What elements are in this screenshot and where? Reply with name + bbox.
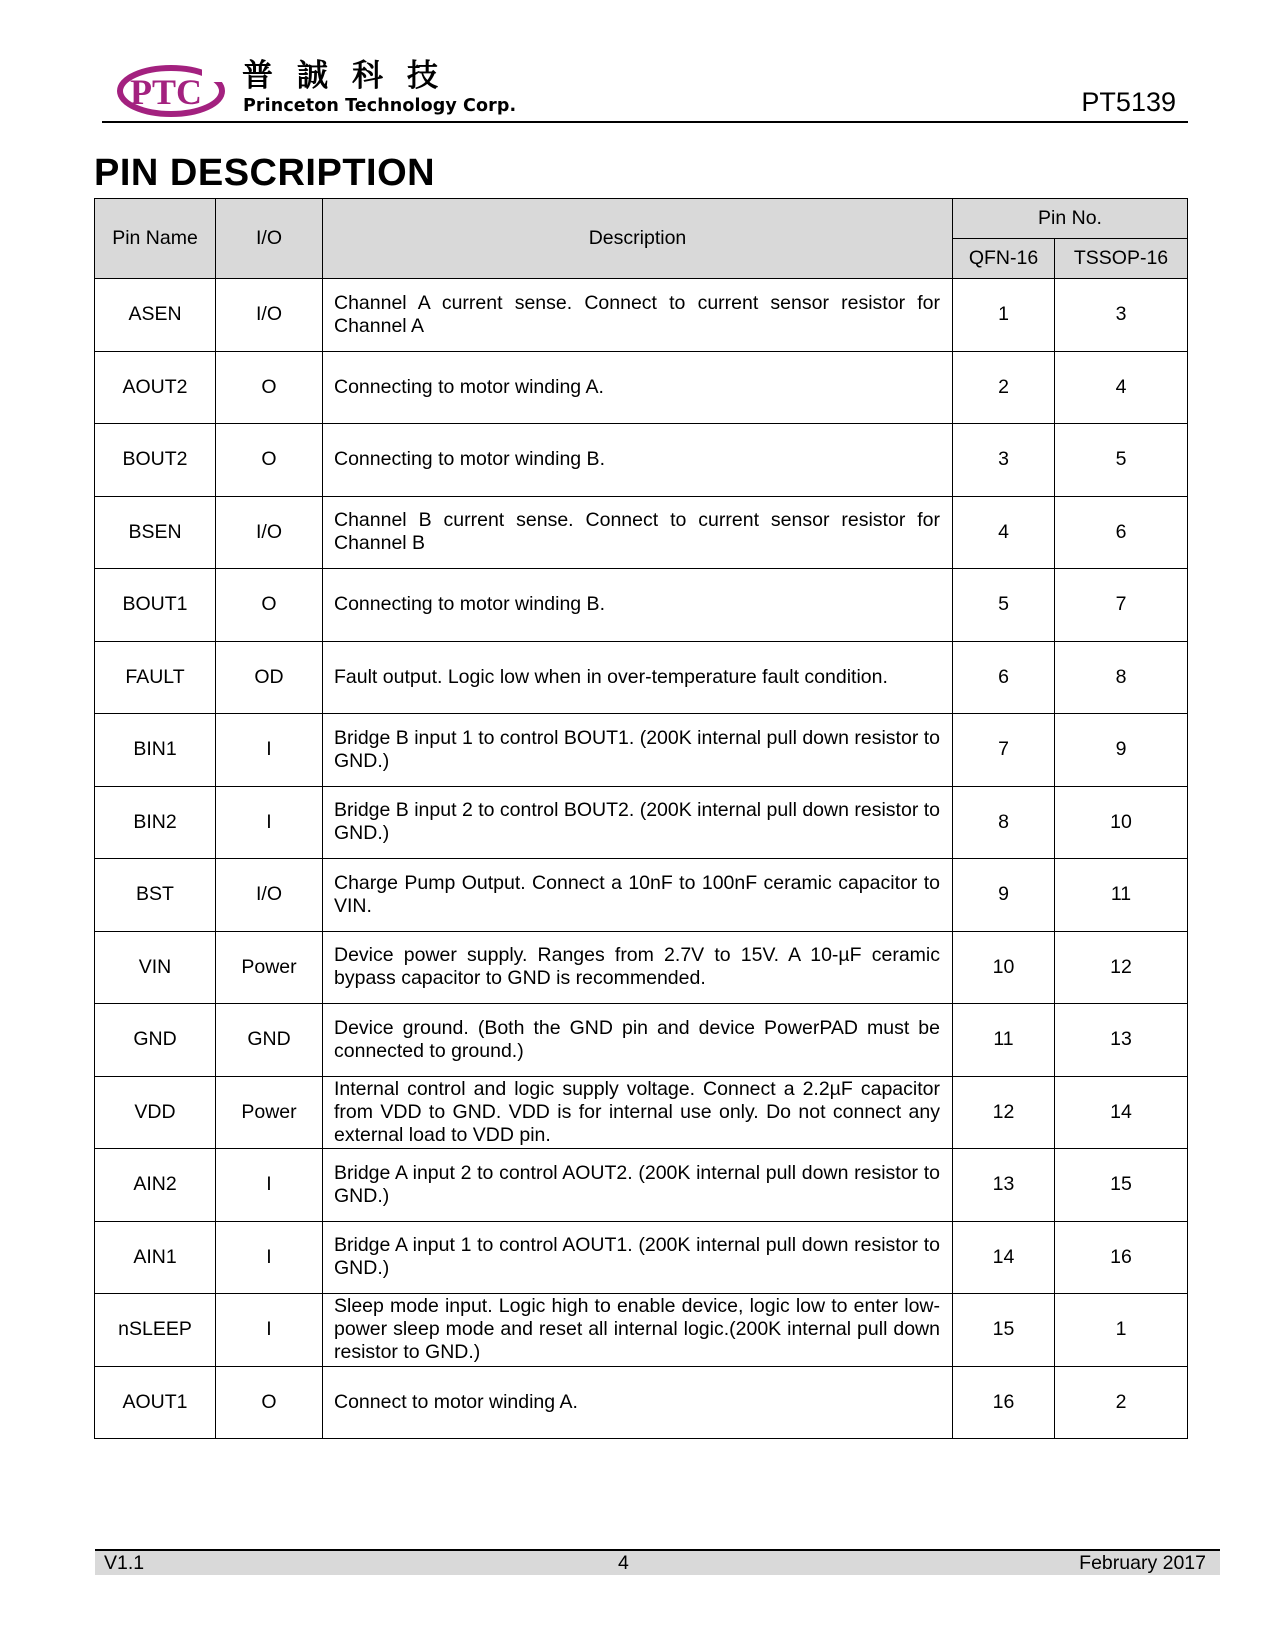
table-row bbox=[95, 931, 1188, 1004]
io-type-cell: O bbox=[216, 424, 323, 497]
column-header-pin-no: Pin No. bbox=[953, 199, 1188, 239]
qfn16-pin-cell: 11 bbox=[953, 1004, 1055, 1077]
pin-name-cell: BSEN bbox=[95, 496, 216, 569]
tssop16-pin-cell: 14 bbox=[1055, 1076, 1188, 1149]
tssop16-pin-cell: 5 bbox=[1055, 424, 1188, 497]
io-type-cell: I bbox=[216, 786, 323, 859]
pin-name-cell: BST bbox=[95, 859, 216, 932]
description-cell: Connecting to motor winding B. bbox=[323, 569, 953, 642]
company-name-english: Princeton Technology Corp. bbox=[243, 96, 517, 116]
pin-name-cell: BIN2 bbox=[95, 786, 216, 859]
tssop16-pin-cell: 4 bbox=[1055, 351, 1188, 424]
description-cell: Bridge A input 1 to control AOUT1. (200K internal pull down resistor to GND.) bbox=[323, 1221, 953, 1294]
io-type-cell: I/O bbox=[216, 859, 323, 932]
io-type-cell: I bbox=[216, 714, 323, 787]
pin-name-cell: AIN2 bbox=[95, 1149, 216, 1222]
pin-description-table bbox=[94, 198, 1188, 1439]
table-row bbox=[95, 279, 1188, 352]
qfn16-pin-cell: 4 bbox=[953, 496, 1055, 569]
table-row bbox=[95, 1004, 1188, 1077]
tssop16-pin-cell: 7 bbox=[1055, 569, 1188, 642]
io-type-cell: I bbox=[216, 1294, 323, 1367]
tssop16-pin-cell: 16 bbox=[1055, 1221, 1188, 1294]
page-title: PIN DESCRIPTION bbox=[94, 152, 436, 194]
column-header-io: I/O bbox=[216, 199, 323, 279]
header-divider bbox=[102, 121, 1188, 123]
qfn16-pin-cell: 5 bbox=[953, 569, 1055, 642]
io-type-cell: I bbox=[216, 1221, 323, 1294]
table-row bbox=[95, 569, 1188, 642]
footer-page-number: 4 bbox=[618, 1552, 629, 1574]
tssop16-pin-cell: 9 bbox=[1055, 714, 1188, 787]
part-number: PT5139 bbox=[1081, 87, 1176, 117]
io-type-cell: O bbox=[216, 569, 323, 642]
tssop16-pin-cell: 2 bbox=[1055, 1366, 1188, 1439]
column-header-pin-name: Pin Name bbox=[95, 199, 216, 279]
description-cell: Bridge A input 2 to control AOUT2. (200K internal pull down resistor to GND.) bbox=[323, 1149, 953, 1222]
description-cell: Device ground. (Both the GND pin and device PowerPAD must be connected to ground.) bbox=[323, 1004, 953, 1077]
ptc-logo bbox=[116, 60, 228, 120]
description-cell: Connecting to motor winding B. bbox=[323, 424, 953, 497]
qfn16-pin-cell: 13 bbox=[953, 1149, 1055, 1222]
io-type-cell: I/O bbox=[216, 279, 323, 352]
table-row bbox=[95, 1076, 1188, 1149]
description-cell: Charge Pump Output. Connect a 10nF to 100nF ceramic capacitor to VIN. bbox=[323, 859, 953, 932]
io-type-cell: O bbox=[216, 351, 323, 424]
io-type-cell: GND bbox=[216, 1004, 323, 1077]
io-type-cell: I/O bbox=[216, 496, 323, 569]
qfn16-pin-cell: 10 bbox=[953, 931, 1055, 1004]
pin-name-cell: AOUT1 bbox=[95, 1366, 216, 1439]
io-type-cell: Power bbox=[216, 1076, 323, 1149]
tssop16-pin-cell: 12 bbox=[1055, 931, 1188, 1004]
qfn16-pin-cell: 14 bbox=[953, 1221, 1055, 1294]
tssop16-pin-cell: 11 bbox=[1055, 859, 1188, 932]
description-cell: Connect to motor winding A. bbox=[323, 1366, 953, 1439]
pin-name-cell: VIN bbox=[95, 931, 216, 1004]
tssop16-pin-cell: 1 bbox=[1055, 1294, 1188, 1367]
table-row bbox=[95, 1221, 1188, 1294]
footer-bar bbox=[95, 1549, 1220, 1575]
table-row bbox=[95, 1366, 1188, 1439]
description-cell: Bridge B input 1 to control BOUT1. (200K internal pull down resistor to GND.) bbox=[323, 714, 953, 787]
pin-name-cell: AOUT2 bbox=[95, 351, 216, 424]
qfn16-pin-cell: 15 bbox=[953, 1294, 1055, 1367]
table-row bbox=[95, 496, 1188, 569]
pin-name-cell: BIN1 bbox=[95, 714, 216, 787]
ptc-logo-icon bbox=[116, 60, 228, 120]
qfn16-pin-cell: 3 bbox=[953, 424, 1055, 497]
qfn16-pin-cell: 16 bbox=[953, 1366, 1055, 1439]
tssop16-pin-cell: 6 bbox=[1055, 496, 1188, 569]
table-row bbox=[95, 714, 1188, 787]
io-type-cell: OD bbox=[216, 641, 323, 714]
column-header-tssop16: TSSOP-16 bbox=[1055, 239, 1188, 279]
pin-name-cell: GND bbox=[95, 1004, 216, 1077]
table-row bbox=[95, 786, 1188, 859]
table-row bbox=[95, 1149, 1188, 1222]
table-row bbox=[95, 1294, 1188, 1367]
io-type-cell: O bbox=[216, 1366, 323, 1439]
qfn16-pin-cell: 1 bbox=[953, 279, 1055, 352]
qfn16-pin-cell: 2 bbox=[953, 351, 1055, 424]
description-cell: Sleep mode input. Logic high to enable device, logic low to enter low-power sleep mode and reset all internal logic.(200K internal pull down resistor to GND.) bbox=[323, 1294, 953, 1367]
io-type-cell: Power bbox=[216, 931, 323, 1004]
table-row bbox=[95, 859, 1188, 932]
column-header-qfn16: QFN-16 bbox=[953, 239, 1055, 279]
description-cell: Device power supply. Ranges from 2.7V to 15V. A 10-µF ceramic bypass capacitor to GND is recommended. bbox=[323, 931, 953, 1004]
io-type-cell: I bbox=[216, 1149, 323, 1222]
footer-date: February 2017 bbox=[1079, 1552, 1206, 1574]
qfn16-pin-cell: 12 bbox=[953, 1076, 1055, 1149]
table-row bbox=[95, 351, 1188, 424]
description-cell: Internal control and logic supply voltage. Connect a 2.2µF capacitor from VDD to GND. VDD is for internal use only. Do not connect any external load to VDD pin. bbox=[323, 1076, 953, 1149]
description-cell: Connecting to motor winding A. bbox=[323, 351, 953, 424]
tssop16-pin-cell: 3 bbox=[1055, 279, 1188, 352]
description-cell: Bridge B input 2 to control BOUT2. (200K internal pull down resistor to GND.) bbox=[323, 786, 953, 859]
svg-text:PTC: PTC bbox=[130, 72, 202, 112]
pin-name-cell: nSLEEP bbox=[95, 1294, 216, 1367]
qfn16-pin-cell: 6 bbox=[953, 641, 1055, 714]
tssop16-pin-cell: 8 bbox=[1055, 641, 1188, 714]
qfn16-pin-cell: 9 bbox=[953, 859, 1055, 932]
column-header-description: Description bbox=[323, 199, 953, 279]
description-cell: Channel A current sense. Connect to current sensor resistor for Channel A bbox=[323, 279, 953, 352]
company-name-chinese: 普誠科技 bbox=[242, 58, 462, 94]
table-row bbox=[95, 641, 1188, 714]
description-cell: Channel B current sense. Connect to current sensor resistor for Channel B bbox=[323, 496, 953, 569]
table-row bbox=[95, 424, 1188, 497]
qfn16-pin-cell: 7 bbox=[953, 714, 1055, 787]
description-cell: Fault output. Logic low when in over-temperature fault condition. bbox=[323, 641, 953, 714]
footer-version: V1.1 bbox=[104, 1552, 145, 1574]
pin-name-cell: ASEN bbox=[95, 279, 216, 352]
pin-name-cell: AIN1 bbox=[95, 1221, 216, 1294]
pin-name-cell: BOUT2 bbox=[95, 424, 216, 497]
tssop16-pin-cell: 10 bbox=[1055, 786, 1188, 859]
pin-name-cell: FAULT bbox=[95, 641, 216, 714]
pin-name-cell: VDD bbox=[95, 1076, 216, 1149]
qfn16-pin-cell: 8 bbox=[953, 786, 1055, 859]
tssop16-pin-cell: 13 bbox=[1055, 1004, 1188, 1077]
pin-name-cell: BOUT1 bbox=[95, 569, 216, 642]
tssop16-pin-cell: 15 bbox=[1055, 1149, 1188, 1222]
